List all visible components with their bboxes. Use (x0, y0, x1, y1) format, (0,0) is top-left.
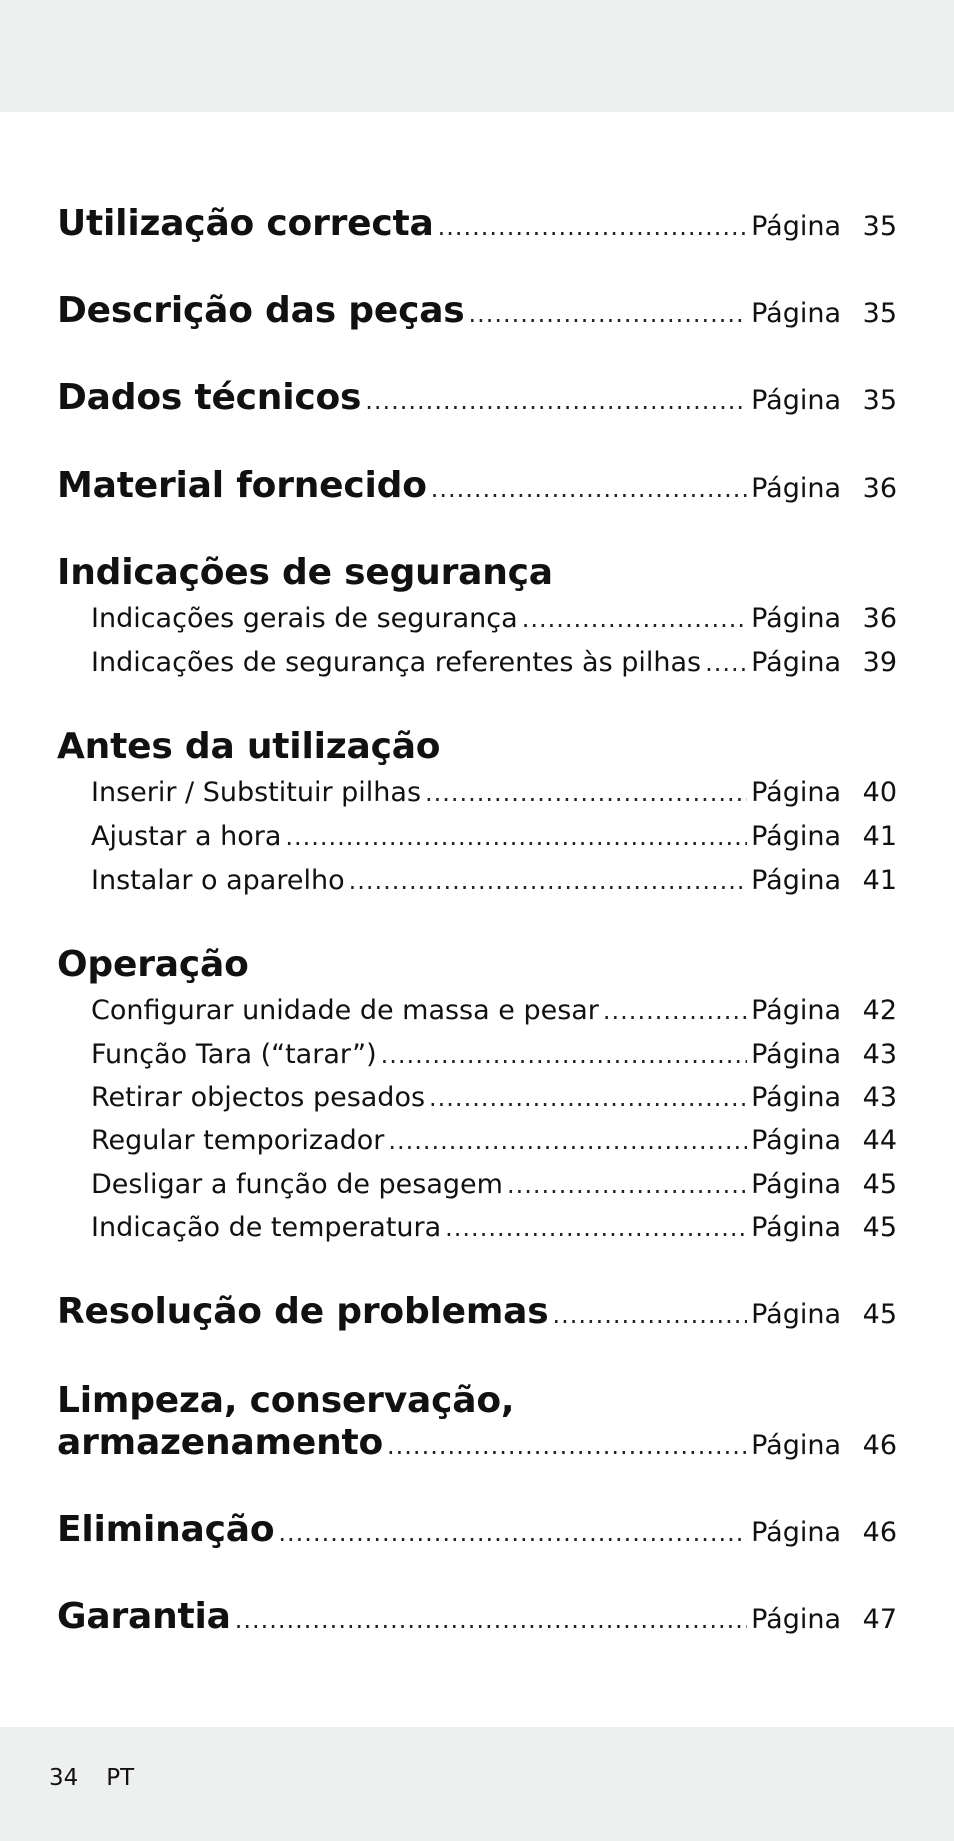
toc-leader-dots (429, 1084, 747, 1112)
toc-leader-dots (278, 1519, 747, 1547)
toc-leader-dots (705, 649, 747, 677)
toc-main-entry (57, 203, 897, 244)
toc-page-label: Página (751, 865, 841, 896)
toc-sub-entry (91, 995, 897, 1026)
toc-leader-dots (387, 1432, 747, 1460)
toc-leader-dots (445, 1214, 747, 1242)
toc-page-label: Página (751, 777, 841, 808)
toc-entry-title: Indicações gerais de segurança (91, 603, 518, 634)
toc-entry-title: Indicação de temperatura (91, 1212, 442, 1243)
toc-page-label: Página (751, 211, 841, 242)
toc-leader-dots (381, 1041, 747, 1069)
page-footer (49, 1765, 162, 1791)
toc-main-entry (57, 1291, 897, 1332)
toc-leader-dots (469, 300, 748, 328)
toc-page-number: 47 (862, 1604, 897, 1635)
toc-entry-title: armazenamento (57, 1422, 384, 1463)
toc-entry-title: Indicações de segurança referentes às pilhas (91, 647, 702, 678)
toc-page-label: Página (751, 1430, 841, 1461)
toc-entry-title: Desligar a função de pesagem (91, 1169, 503, 1200)
toc-page-number: 45 (862, 1169, 897, 1200)
toc-entry-title: Retirar objectos pesados (91, 1082, 426, 1113)
toc-sub-entry (91, 821, 897, 852)
toc-leader-dots (603, 997, 747, 1025)
toc-sub-entry (91, 603, 897, 634)
toc-leader-dots (235, 1606, 747, 1634)
toc-page-number: 35 (862, 298, 897, 329)
toc-entry-title: Instalar o aparelho (91, 865, 345, 896)
toc-section-heading: Indicações de segurança (57, 552, 553, 593)
footer-page-number: 34 (49, 1765, 79, 1791)
toc-main-entry (57, 290, 897, 331)
toc-sub-entry (91, 865, 897, 896)
toc-entry-title: Descrição das peças (57, 290, 465, 331)
toc-page-number: 35 (862, 211, 897, 242)
toc-page-number: 35 (862, 385, 897, 416)
toc-entry-title: Eliminação (57, 1509, 275, 1550)
toc-main-entry (57, 1422, 897, 1463)
toc-entry-title: Utilização correcta (57, 203, 434, 244)
toc-leader-dots (438, 213, 747, 241)
toc-page-label: Página (751, 995, 841, 1026)
toc-main-entry (57, 1596, 897, 1637)
toc-page-number: 41 (862, 821, 897, 852)
toc-leader-dots (365, 387, 747, 415)
toc-section-heading: Limpeza, conservação, (57, 1380, 515, 1421)
toc-page-label: Página (751, 603, 841, 634)
toc-page-label: Página (751, 821, 841, 852)
toc-leader-dots (553, 1301, 748, 1329)
toc-page-number: 40 (862, 777, 897, 808)
toc-page-number: 45 (862, 1299, 897, 1330)
toc-entry-title: Inserir / Substituir pilhas (91, 777, 422, 808)
toc-page-number: 36 (862, 473, 897, 504)
toc-leader-dots (431, 475, 747, 503)
toc-entry-title: Regular temporizador (91, 1125, 385, 1156)
toc-page-label: Página (751, 1212, 841, 1243)
toc-entry-title: Resolução de problemas (57, 1291, 549, 1332)
toc-page-label: Página (751, 1169, 841, 1200)
footer-language: PT (106, 1765, 135, 1791)
toc-page-number: 45 (862, 1212, 897, 1243)
toc-section-heading: Antes da utilização (57, 726, 441, 767)
toc-main-entry (57, 465, 897, 506)
toc-main-entry (57, 377, 897, 418)
toc-entry-title: Garantia (57, 1596, 231, 1637)
toc-leader-dots (349, 867, 747, 895)
toc-page-number: 43 (862, 1082, 897, 1113)
toc-leader-dots (425, 779, 747, 807)
toc-sub-entry (91, 1039, 897, 1070)
toc-entry-title: Dados técnicos (57, 377, 362, 418)
toc-page-number: 46 (862, 1430, 897, 1461)
toc-sub-entry (91, 647, 897, 678)
toc-page-number: 43 (862, 1039, 897, 1070)
toc-section-heading: Operação (57, 944, 249, 985)
toc-leader-dots (285, 823, 747, 851)
toc-page-number: 44 (862, 1125, 897, 1156)
toc-page-number: 41 (862, 865, 897, 896)
toc-sub-entry (91, 777, 897, 808)
toc-page-label: Página (751, 385, 841, 416)
toc-leader-dots (507, 1171, 747, 1199)
toc-sub-entry (91, 1212, 897, 1243)
toc-page-number: 46 (862, 1517, 897, 1548)
toc-page-number: 39 (862, 647, 897, 678)
toc-page-label: Página (751, 647, 841, 678)
toc-leader-dots (388, 1127, 747, 1155)
toc-page-label: Página (751, 1299, 841, 1330)
toc-page-label: Página (751, 1125, 841, 1156)
toc-sub-entry (91, 1125, 897, 1156)
toc-entry-title: Função Tara (“tarar”) (91, 1039, 377, 1070)
toc-page-label: Página (751, 1517, 841, 1548)
toc-entry-title: Configurar unidade de massa e pesar (91, 995, 599, 1026)
toc-page-label: Página (751, 473, 841, 504)
toc-page-label: Página (751, 1604, 841, 1635)
toc-leader-dots (522, 605, 747, 633)
toc-page-label: Página (751, 1039, 841, 1070)
toc-sub-entry (91, 1082, 897, 1113)
toc-sub-entry (91, 1169, 897, 1200)
toc-entry-title: Ajustar a hora (91, 821, 282, 852)
toc-entry-title: Material fornecido (57, 465, 427, 506)
toc-page-number: 42 (862, 995, 897, 1026)
toc-main-entry (57, 1509, 897, 1550)
toc-page-number: 36 (862, 603, 897, 634)
toc-page-label: Página (751, 1082, 841, 1113)
toc-page-label: Página (751, 298, 841, 329)
